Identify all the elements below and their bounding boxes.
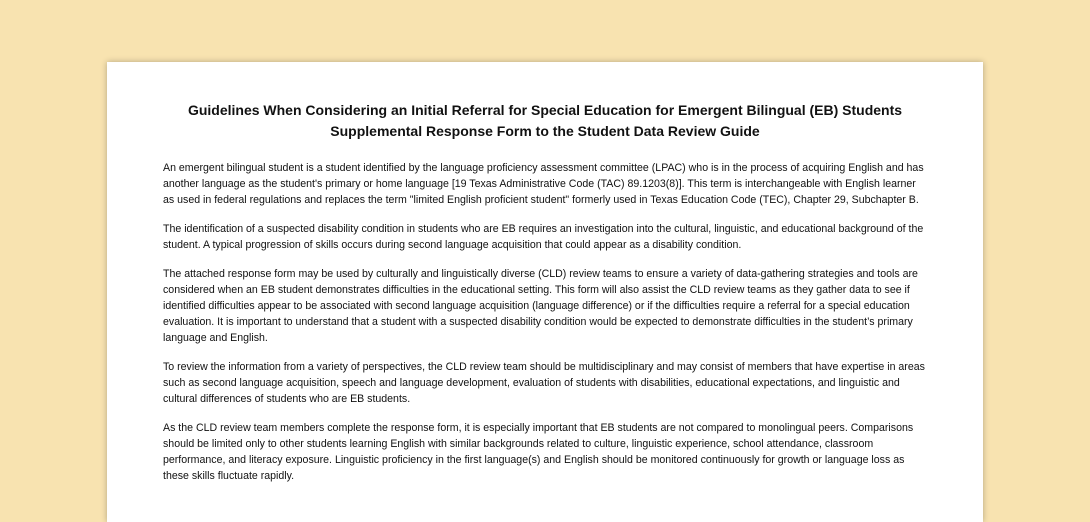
document-page [107,62,983,522]
paragraph-response-form-purpose: The attached response form may be used by culturally and linguistically diverse (CLD) review teams to ensure a variety of data-gathering strategies and tools are considered when an EB student demonstrates difficulties in the educational setting. This form will also assist the CLD review teams as they gather data to see if identified difficulties appear to be associated with second language acquisition (language difference) or if the difficulties require a referral for a special education evaluation. It is important to understand that a student with a suspected disability condition would be expected to demonstrate difficulties in the student’s primary language and English. [163,268,918,344]
paragraph-eb-definition: An emergent bilingual student is a student identified by the language proficiency assessment committee (LPAC) who is in the process of acquiring English and has another language as the student's primary or home language [19 Texas Administrative Code (TAC) 89.1203(8)]. This term is interchangeable with English learner as used in federal regulations and replaces the term "limited English proficient student" formerly used in Texas Education Code (TEC), Chapter 29, Subchapter B. [163,162,924,206]
title-line-2: Supplemental Response Form to the Student Data Review Guide [330,123,760,139]
paragraph-peer-comparison: As the CLD review team members complete the response form, it is especially important that EB students are not compared to monolingual peers. Comparisons should be limited only to other students learning English with similar backgrounds related to culture, linguistic experience, school attendance, classroom performance, and literacy exposure. Linguistic proficiency in the first language(s) and English should be monitored continuously for growth or language loss as these skills fluctuate rapidly. [163,422,914,482]
paragraph-disability-identification: The identification of a suspected disability condition in students who are EB requires an investigation into the cultural, linguistic, and educational background of the student. A typical progression of skills occurs during second language acquisition that could appear as a disability condition. [163,223,924,251]
paragraph-review-team-composition: To review the information from a variety of perspectives, the CLD review team should be multidisciplinary and may consist of members that have expertise in areas such as second language acquisition, speech and language development, evaluation of students with disabilities, educational expectations, and linguistic and cultural differences of students who are EB students. [163,361,925,405]
title-line-1: Guidelines When Considering an Initial Referral for Special Education for Emergent Bilingual (EB) Students [187,102,903,118]
document-title [163,100,927,142]
